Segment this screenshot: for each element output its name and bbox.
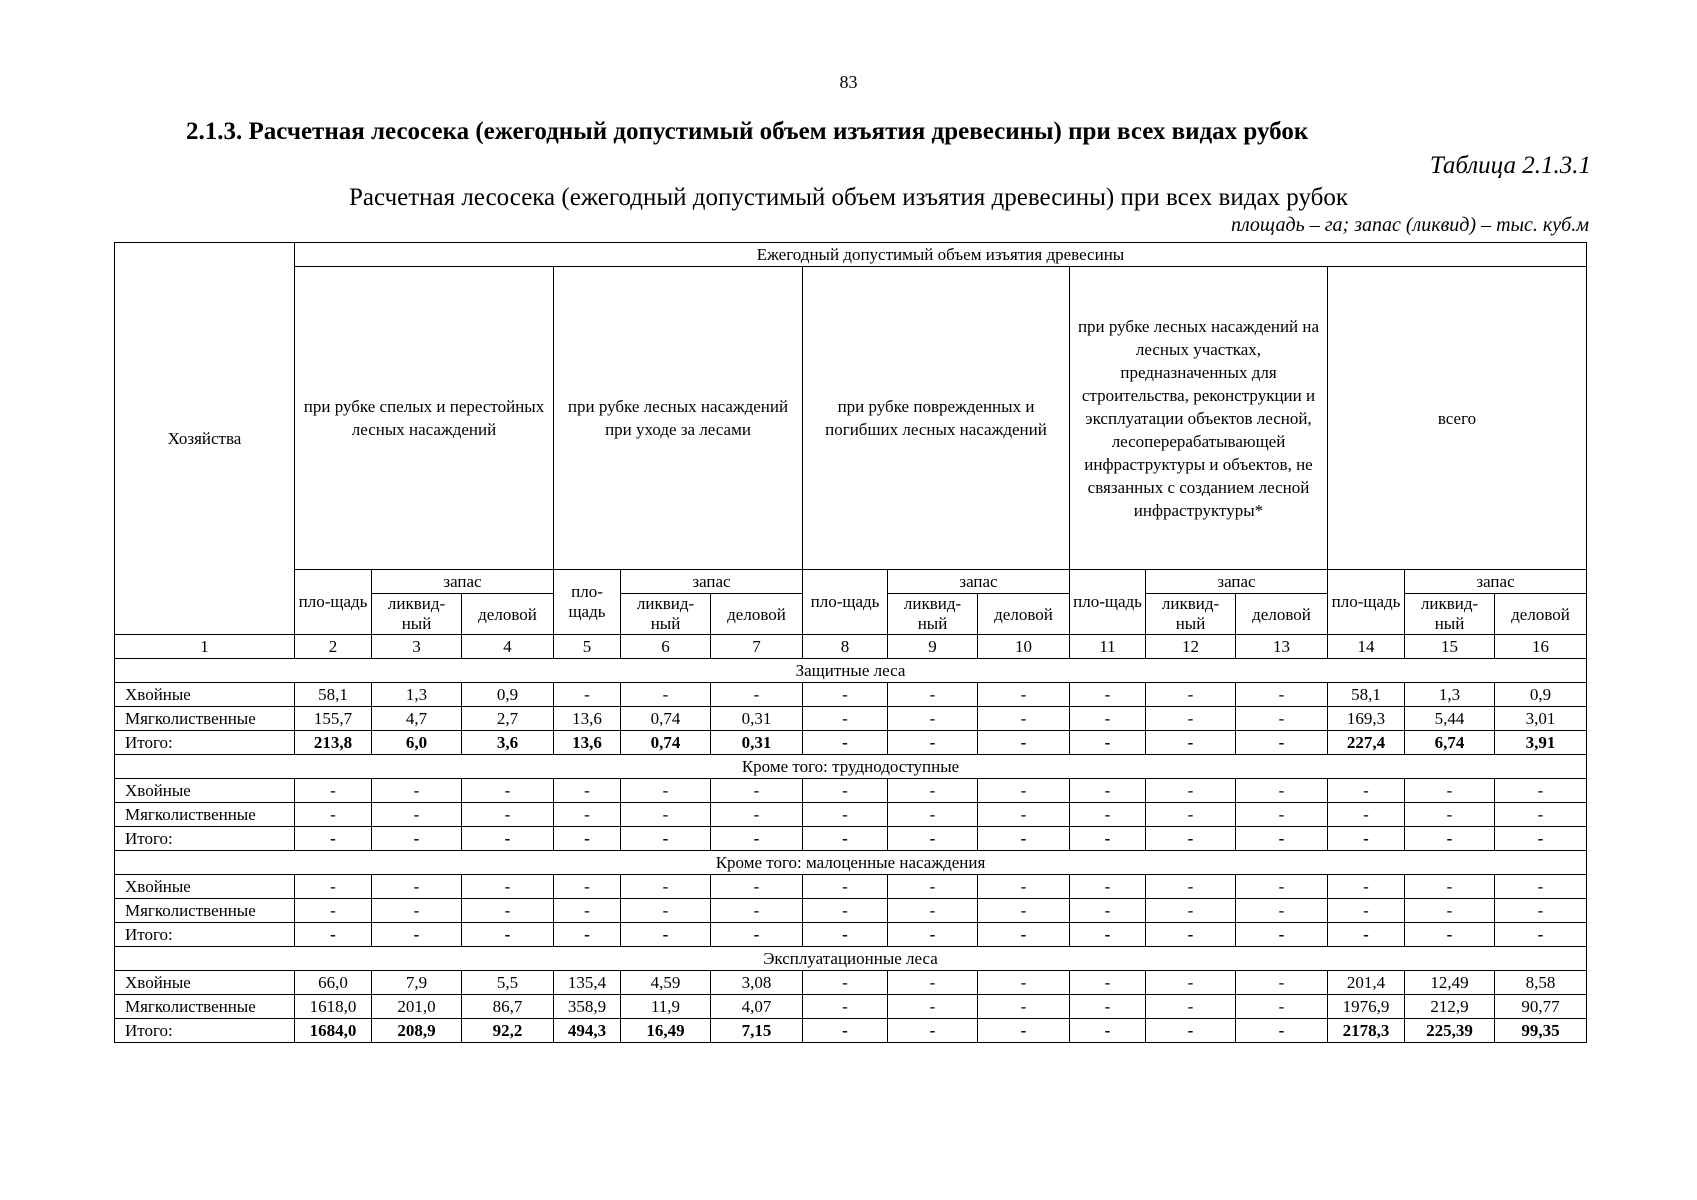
table-cell: - [978,827,1070,851]
table-cell: - [978,995,1070,1019]
column-number: 14 [1328,635,1405,659]
header-liquid: ликвид-ный [621,594,711,635]
table-label: Таблица 2.1.3.1 [1429,152,1591,179]
table-cell: - [888,803,978,827]
table-cell: 155,7 [295,707,372,731]
section-heading: 2.1.3. Расчетная лесосека (ежегодный допустимый объем изъятия древесины) при всех видах рубок [186,118,1309,145]
header-annual-volume: Ежегодный допустимый объем изъятия древесины [295,243,1587,267]
units-note: площадь – га; запас (ликвид) – тыс. куб.м [1230,214,1589,236]
row-label: Итого: [115,731,295,755]
header-business: деловой [1495,594,1587,635]
table-cell: 4,07 [711,995,803,1019]
row-label: Мягколиственные [115,899,295,923]
table-cell: - [803,779,888,803]
table-cell: - [554,899,621,923]
table-cell: 0,74 [621,707,711,731]
header-group-thinning: при рубке лесных насаждений при уходе за лесами [554,267,803,570]
header-liquid: ликвид-ный [372,594,462,635]
table-cell: - [295,803,372,827]
table-cell: 1976,9 [1328,995,1405,1019]
table-cell: 58,1 [295,683,372,707]
header-area: пло-щадь [1328,570,1405,635]
page-number: 83 [839,72,858,92]
table-cell: - [1495,899,1587,923]
table-row [115,779,1587,803]
table-cell: 6,74 [1405,731,1495,755]
table-cell: 86,7 [462,995,554,1019]
table-cell: - [295,899,372,923]
table-cell: - [1328,827,1405,851]
column-number: 8 [803,635,888,659]
table-cell: - [554,923,621,947]
table-row [115,899,1587,923]
table-cell: - [621,779,711,803]
table-cell: - [888,875,978,899]
section-row [115,659,1587,683]
table-cell: - [1405,875,1495,899]
table-row [115,803,1587,827]
header-stock: запас [372,570,554,594]
header-group-mature: при рубке спелых и перестойных лесных насаждений [295,267,554,570]
table-cell: - [1236,683,1328,707]
table-cell: 1618,0 [295,995,372,1019]
table-cell: - [462,923,554,947]
table-cell: - [978,1019,1070,1043]
header-business: деловой [978,594,1070,635]
table-cell: - [1070,779,1146,803]
table-cell: 208,9 [372,1019,462,1043]
total-row [115,827,1587,851]
table-cell: - [554,827,621,851]
table-cell: - [1236,899,1328,923]
table-cell: - [1070,1019,1146,1043]
table-cell: - [1070,923,1146,947]
table-cell: - [1495,827,1587,851]
table-cell: 6,0 [372,731,462,755]
table-cell: - [1236,875,1328,899]
table-cell: - [1328,899,1405,923]
table-header [115,243,1587,659]
table-cell: 58,1 [1328,683,1405,707]
table-cell: - [1146,971,1236,995]
table-cell: - [1146,923,1236,947]
header-stock: запас [621,570,803,594]
table-cell: - [803,875,888,899]
header-stock: запас [888,570,1070,594]
table-cell: - [1328,875,1405,899]
header-stock: запас [1146,570,1328,594]
column-number: 3 [372,635,462,659]
header-area: пло-щадь [554,570,621,635]
column-number: 12 [1146,635,1236,659]
table-cell: 1684,0 [295,1019,372,1043]
table-cell: 227,4 [1328,731,1405,755]
row-label: Итого: [115,827,295,851]
header-group-damaged: при рубке поврежденных и погибших лесных насаждений [803,267,1070,570]
table-cell: - [711,875,803,899]
table-cell: - [1146,779,1236,803]
column-number: 2 [295,635,372,659]
total-row [115,731,1587,755]
table-cell: 16,49 [621,1019,711,1043]
table-cell: 8,58 [1495,971,1587,995]
table-cell: - [711,827,803,851]
table-cell: - [1495,779,1587,803]
table-cell: 92,2 [462,1019,554,1043]
table-cell: 11,9 [621,995,711,1019]
table-cell: 0,31 [711,707,803,731]
table-cell: - [888,995,978,1019]
table-cell: - [1236,995,1328,1019]
table-cell: - [1070,899,1146,923]
header-liquid: ликвид-ный [1405,594,1495,635]
row-label: Мягколиственные [115,707,295,731]
table-cell: - [711,779,803,803]
table-cell: 0,31 [711,731,803,755]
table-cell: - [554,875,621,899]
row-label: Хвойные [115,875,295,899]
table-cell: 201,4 [1328,971,1405,995]
table-cell: 5,5 [462,971,554,995]
section-title: Эксплуатационные леса [115,947,1587,971]
table-cell: - [711,899,803,923]
table-row [115,971,1587,995]
table-cell: - [888,923,978,947]
table-cell: 169,3 [1328,707,1405,731]
header-group-total: всего [1328,267,1587,570]
table-cell: - [554,683,621,707]
table-cell: 225,39 [1405,1019,1495,1043]
column-number: 10 [978,635,1070,659]
table-cell: 13,6 [554,707,621,731]
table-cell: - [978,707,1070,731]
table-cell: - [803,899,888,923]
column-numbers-row [115,635,1587,659]
header-liquid: ликвид-ный [1146,594,1236,635]
section-row [115,947,1587,971]
table-cell: 4,7 [372,707,462,731]
row-label: Мягколиственные [115,803,295,827]
table-cell: - [1070,803,1146,827]
table-cell: 201,0 [372,995,462,1019]
total-row [115,1019,1587,1043]
table-cell: 66,0 [295,971,372,995]
table-cell: - [1070,707,1146,731]
table-cell: - [803,995,888,1019]
table-cell: - [1495,803,1587,827]
table-cell: 2178,3 [1328,1019,1405,1043]
table-cell: - [1236,779,1328,803]
table-cell: - [1236,731,1328,755]
table-cell: - [978,779,1070,803]
table-cell: 0,74 [621,731,711,755]
table-cell: - [372,875,462,899]
table-cell: - [803,731,888,755]
table-cell: - [1495,923,1587,947]
table-cell: - [888,899,978,923]
table-cell: - [978,875,1070,899]
table-cell: - [803,923,888,947]
table-cell: - [1236,827,1328,851]
column-number: 13 [1236,635,1328,659]
table-cell: - [295,779,372,803]
section-row [115,851,1587,875]
table-cell: - [978,803,1070,827]
table-cell: - [621,899,711,923]
table-cell: 135,4 [554,971,621,995]
table-cell: - [1146,707,1236,731]
row-label: Итого: [115,1019,295,1043]
table-cell: - [372,827,462,851]
table-cell: 213,8 [295,731,372,755]
table-cell: - [295,875,372,899]
header-business: деловой [462,594,554,635]
row-label: Хвойные [115,683,295,707]
table-cell: - [621,683,711,707]
section-title: Защитные леса [115,659,1587,683]
table-cell: - [1070,995,1146,1019]
table-cell: - [888,1019,978,1043]
table-row [115,995,1587,1019]
table-cell: 3,6 [462,731,554,755]
table-row [115,707,1587,731]
column-number: 6 [621,635,711,659]
table-cell: - [1405,803,1495,827]
column-number: 16 [1495,635,1587,659]
table-cell: - [978,731,1070,755]
header-area: пло-щадь [803,570,888,635]
table-cell: - [978,971,1070,995]
table-cell: - [621,803,711,827]
table-cell: - [1405,923,1495,947]
table-cell: 3,01 [1495,707,1587,731]
table-cell: - [978,683,1070,707]
table-cell: - [803,971,888,995]
table-cell: 3,08 [711,971,803,995]
table-cell: - [888,971,978,995]
table-cell: - [1236,803,1328,827]
table-cell: - [1236,1019,1328,1043]
table-cell: 5,44 [1405,707,1495,731]
table-cell: - [1070,827,1146,851]
table-cell: - [1146,899,1236,923]
column-number: 11 [1070,635,1146,659]
table-cell: - [1146,803,1236,827]
table-cell: - [1146,995,1236,1019]
column-number: 15 [1405,635,1495,659]
section-title: Кроме того: малоценные насаждения [115,851,1587,875]
row-label: Хвойные [115,971,295,995]
table-cell: - [1070,971,1146,995]
table-cell: 0,9 [462,683,554,707]
table-cell: - [372,899,462,923]
table-cell: - [1236,923,1328,947]
table-cell: - [462,875,554,899]
table-cell: - [372,779,462,803]
table-cell: - [1328,779,1405,803]
table-cell: - [978,899,1070,923]
table-cell: - [1070,731,1146,755]
table-cell: - [1146,875,1236,899]
header-stock: запас [1405,570,1587,594]
table-cell: - [1405,827,1495,851]
table-cell: - [1328,923,1405,947]
table-cell: - [1146,1019,1236,1043]
table-cell: - [1146,827,1236,851]
row-label: Итого: [115,923,295,947]
table-cell: - [554,779,621,803]
table-cell: - [462,899,554,923]
felling-table [114,242,1587,1043]
table-cell: 0,9 [1495,683,1587,707]
table-cell: - [554,803,621,827]
table-cell: - [1328,803,1405,827]
table-cell: 90,77 [1495,995,1587,1019]
table-cell: - [803,683,888,707]
table-cell: - [1405,779,1495,803]
table-cell: - [1070,683,1146,707]
table-cell: 3,91 [1495,731,1587,755]
table-cell: - [1405,899,1495,923]
table-cell: - [462,779,554,803]
table-cell: - [462,827,554,851]
header-group-construction: при рубке лесных насаждений на лесных участках, предназначенных для строительства, реконструкции и эксплуатации объектов лесной, лесоперерабатывающей инфраструктуры и объектов, не связанных с созданием лесной инфраструктуры* [1070,267,1328,570]
total-row [115,923,1587,947]
table-cell: - [888,779,978,803]
table-cell: - [1236,971,1328,995]
column-number: 4 [462,635,554,659]
header-business: деловой [1236,594,1328,635]
header-liquid: ликвид-ный [888,594,978,635]
table-cell: 1,3 [1405,683,1495,707]
table-cell: - [621,875,711,899]
table-cell: 494,3 [554,1019,621,1043]
table-cell: - [711,923,803,947]
table-cell: - [888,707,978,731]
column-number: 5 [554,635,621,659]
table-cell: 212,9 [1405,995,1495,1019]
table-cell: - [803,707,888,731]
section-title: Кроме того: труднодоступные [115,755,1587,779]
table-cell: - [621,827,711,851]
header-farms: Хозяйства [115,243,295,635]
table-cell: - [295,827,372,851]
table-cell: - [1236,707,1328,731]
table-row [115,683,1587,707]
header-area: пло-щадь [295,570,372,635]
table-cell: - [372,803,462,827]
table-cell: 7,9 [372,971,462,995]
table-cell: - [888,827,978,851]
header-area: пло-щадь [1070,570,1146,635]
table-title: Расчетная лесосека (ежегодный допустимый объем изъятия древесины) при всех видах рубок [348,184,1349,211]
table-cell: 2,7 [462,707,554,731]
table-cell: - [888,731,978,755]
table-cell: - [803,1019,888,1043]
table-cell: 358,9 [554,995,621,1019]
table-cell: - [1146,683,1236,707]
table-cell: 1,3 [372,683,462,707]
table-cell: 13,6 [554,731,621,755]
table-cell: - [1070,875,1146,899]
table-cell: - [803,827,888,851]
row-label: Хвойные [115,779,295,803]
column-number: 1 [115,635,295,659]
table-cell: 99,35 [1495,1019,1587,1043]
table-cell: - [888,683,978,707]
section-row [115,755,1587,779]
table-cell: - [978,923,1070,947]
column-number: 7 [711,635,803,659]
table-cell: - [621,923,711,947]
table-cell: - [1146,731,1236,755]
table-cell: - [462,803,554,827]
table-cell: - [1495,875,1587,899]
table-cell: - [711,803,803,827]
table-cell: 7,15 [711,1019,803,1043]
table-cell: 12,49 [1405,971,1495,995]
table-cell: 4,59 [621,971,711,995]
table-cell: - [372,923,462,947]
table-body [115,659,1587,1043]
table-cell: - [803,803,888,827]
column-number: 9 [888,635,978,659]
table-cell: - [711,683,803,707]
table-row [115,875,1587,899]
table-cell: - [295,923,372,947]
header-business: деловой [711,594,803,635]
row-label: Мягколиственные [115,995,295,1019]
